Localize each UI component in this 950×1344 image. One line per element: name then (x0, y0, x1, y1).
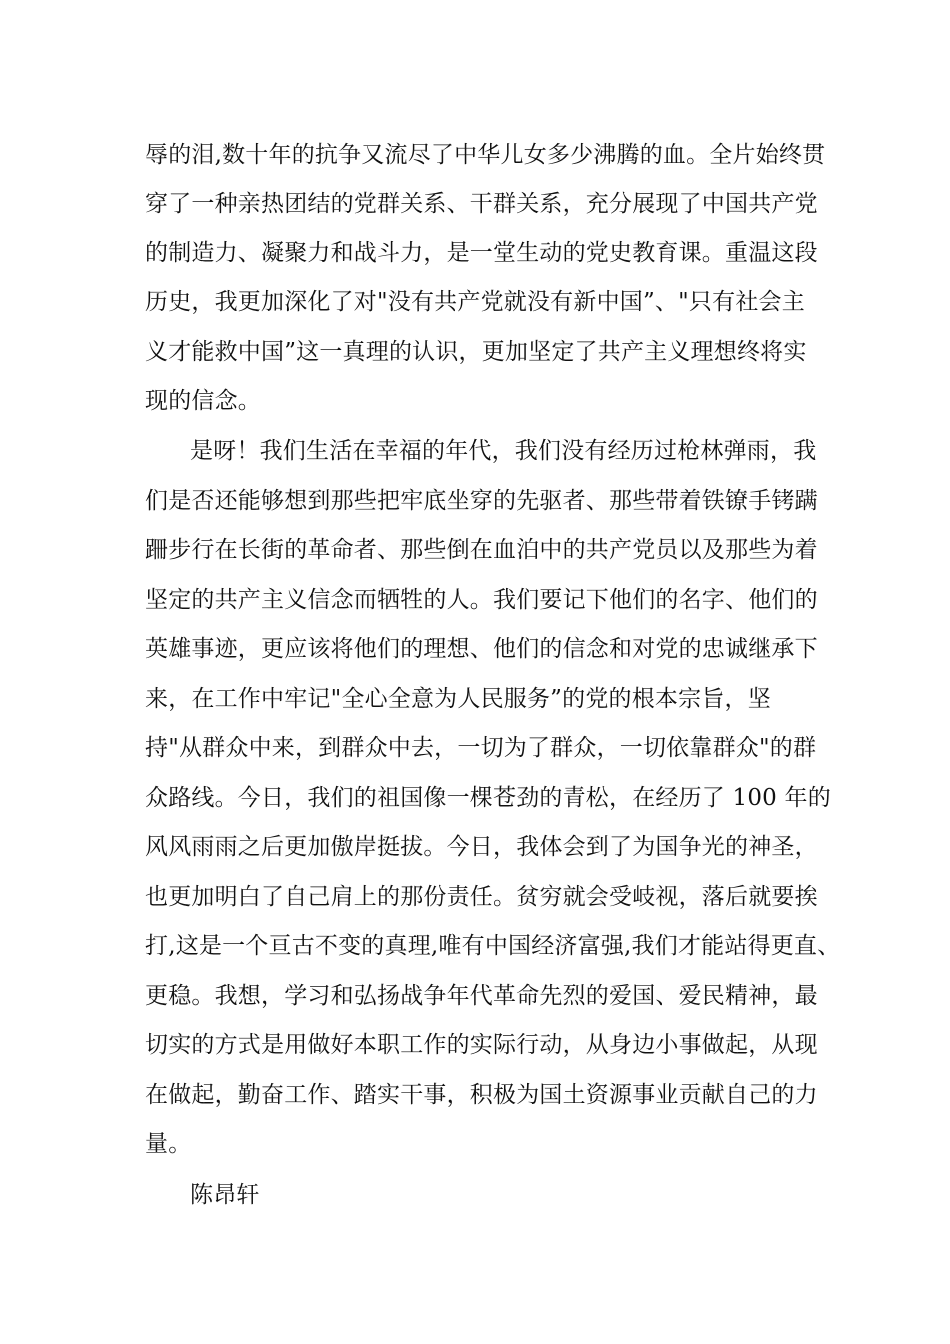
paragraph-line: 风风雨雨之后更加傲岸挺拔。今日，我体会到了为国争光的神圣， (145, 834, 818, 860)
paragraph-line: 的制造力、凝聚力和战斗力，是一堂生动的党史教育课。重温这段 (145, 240, 818, 266)
paragraph-line: 来，在工作中牢记"全心全意为人民服务”的党的根本宗旨，坚 (145, 686, 771, 712)
paragraph-line: 众路线。今日，我们的祖国像一棵苍劲的青松，在经历了 100 年的 (145, 785, 831, 811)
author-name: 陈昂轩 (190, 1182, 260, 1208)
paragraph-line: 辱的泪,数十年的抗争又流尽了中华儿女多少沸腾的血。全片始终贯 (145, 142, 826, 168)
paragraph-line: 在做起，勤奋工作、踏实干事，积极为国土资源事业贡献自己的力 (145, 1082, 818, 1108)
paragraph-line: 打,这是一个亘古不变的真理,唯有中国经济富强,我们才能站得更直、 (145, 933, 841, 959)
paragraph-line: 坚定的共产主义信念而牺牲的人。我们要记下他们的名字、他们的 (145, 587, 818, 613)
paragraph-line: 也更加明白了自己肩上的那份责任。贫穷就会受岐视，落后就要挨 (145, 884, 818, 910)
paragraph-line: 更稳。我想，学习和弘扬战争年代革命先烈的爱国、爱民精神，最 (145, 983, 818, 1009)
paragraph-line: 切实的方式是用做好本职工作的实际行动，从身边小事做起，从现 (145, 1032, 818, 1058)
paragraph-line: 跚步行在长街的革命者、那些倒在血泊中的共产党员以及那些为着 (145, 537, 818, 563)
paragraph-line: 持"从群众中来，到群众中去，一切为了群众，一切依靠群众"的群 (145, 735, 817, 761)
paragraph-line: 现的信念。 (145, 388, 261, 414)
paragraph-line: 英雄事迹，更应该将他们的理想、他们的信念和对党的忠诚继承下 (145, 636, 818, 662)
paragraph-line: 历史，我更加深化了对"没有共产党就没有新中国”、"只有社会主 (145, 289, 805, 315)
paragraph-line: 量。 (145, 1131, 192, 1157)
paragraph-line: 们是否还能够想到那些把牢底坐穿的先驱者、那些带着铁镣手铐蹒 (145, 488, 818, 514)
paragraph-line: 是呀！我们生活在幸福的年代，我们没有经历过枪林弹雨，我 (190, 438, 817, 464)
paragraph-line: 义才能救中国”这一真理的认识，更加坚定了共产主义理想终将实 (145, 339, 807, 365)
paragraph-line: 穿了一种亲热团结的党群关系、干群关系，充分展现了中国共产党 (145, 191, 818, 217)
